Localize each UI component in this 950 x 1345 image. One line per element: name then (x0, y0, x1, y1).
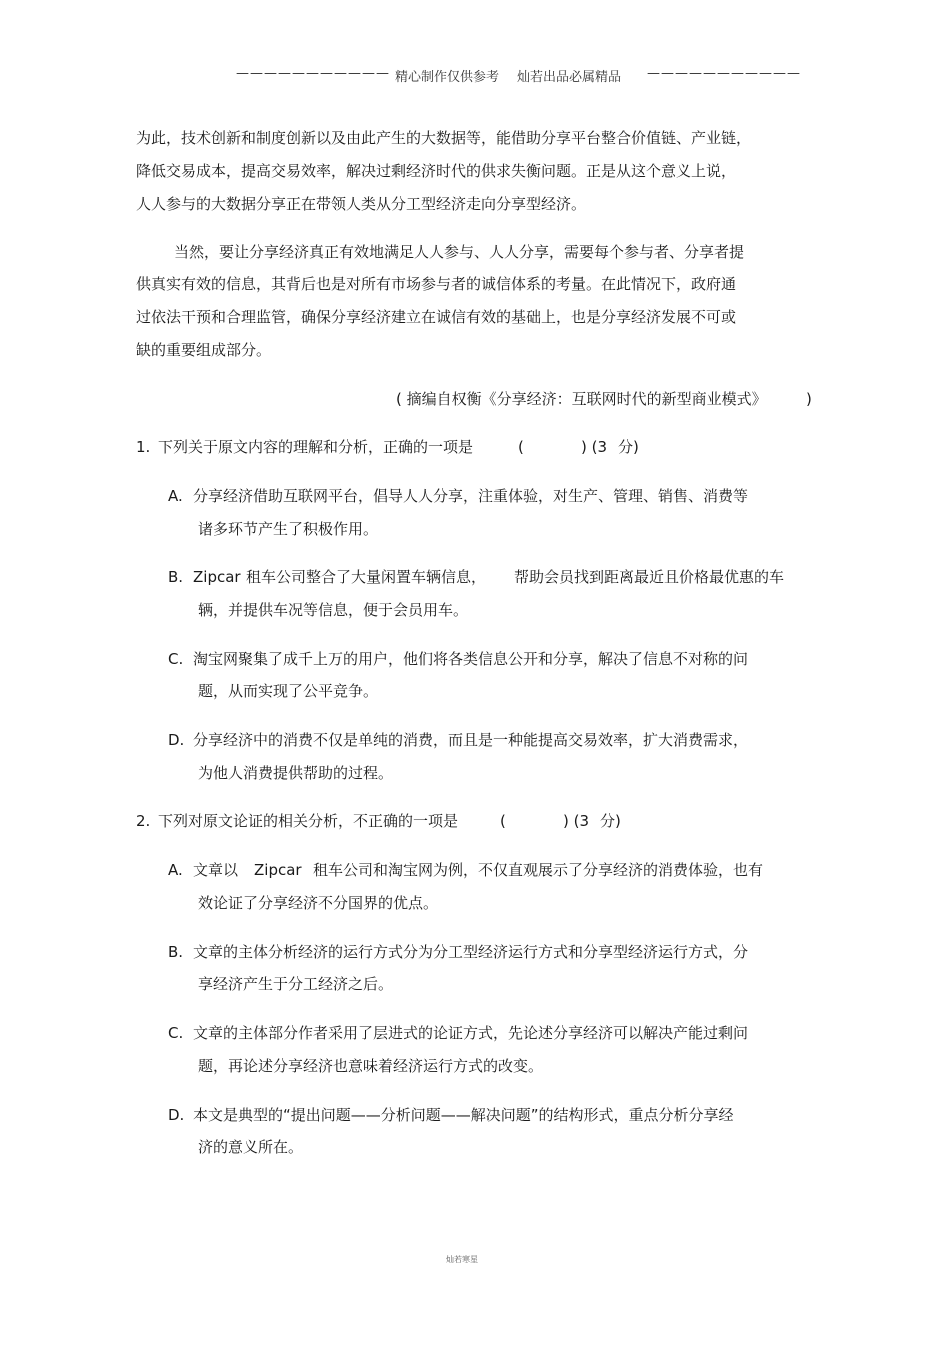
question-1-paren-open: ( (518, 438, 524, 456)
q2-option-a-label: A. (168, 861, 183, 879)
q1-option-c-line-2: 题，从而实现了公平竞争。 (198, 682, 379, 700)
question-1-stem: 下列关于原文内容的理解和分析，正确的一项是 (158, 438, 474, 456)
q1-option-c-label: C. (168, 650, 184, 668)
paragraph-1-line-3: 人人参与的大数据分享正在带领人类从分工型经济走向分享型经济。 (136, 195, 587, 213)
header-dashes-left: ——————————— (236, 66, 390, 81)
q1-option-b-label: B. (168, 568, 184, 586)
header-text-2: 灿若出品必属精品 (517, 70, 622, 85)
source-citation-close: ) (806, 390, 812, 408)
header-dashes-right: ——————————— (647, 66, 801, 81)
question-1-points: 分) (618, 438, 639, 456)
q1-option-b-line-1c: 帮助会员找到距离最近且价格最优惠的车 (514, 568, 785, 586)
header-text-1: 精心制作仅供参考 (395, 70, 500, 85)
q2-option-a-line-2: 效论证了分享经济不分国界的优点。 (198, 894, 439, 912)
q2-option-c-line-2: 题，再论述分享经济也意味着经济运行方式的改变。 (198, 1057, 544, 1075)
q2-option-a-line-1c: 租车公司和淘宝网为例，不仅直观展示了分享经济的消费体验，也有 (313, 861, 764, 879)
page-footer: 灿若寒星 (446, 1255, 478, 1264)
q2-option-c-label: C. (168, 1024, 184, 1042)
question-2-stem: 下列对原文论证的相关分析，不正确的一项是 (158, 812, 459, 830)
q1-option-a-label: A. (168, 487, 183, 505)
question-1-paren-close: ) (3 (581, 438, 608, 456)
paragraph-1-line-1: 为此，技术创新和制度创新以及由此产生的大数据等，能借助分享平台整合价值链、产业链， (136, 129, 752, 147)
paragraph-2-line-3: 过依法干预和合理监管，确保分享经济建立在诚信有效的基础上，也是分享经济发展不可或 (136, 308, 737, 326)
question-1-number: 1. (136, 438, 151, 456)
q1-option-b-line-2: 辆，并提供车况等信息，便于会员用车。 (198, 601, 469, 619)
q2-option-a-line-1b: Zipcar (254, 861, 302, 879)
q2-option-d-line-1: 本文是典型的“提出问题——分析问题——解决问题”的结构形式，重点分析分享经 (193, 1106, 734, 1124)
q1-option-d-line-2: 为他人消费提供帮助的过程。 (198, 764, 394, 782)
q1-option-a-line-1: 分享经济借助互联网平台，倡导人人分享，注重体验，对生产、管理、销售、消费等 (193, 487, 749, 505)
question-2-paren-close: ) (3 (563, 812, 590, 830)
page-header (0, 66, 950, 88)
question-2-points: 分) (600, 812, 621, 830)
q1-option-b-line-1a: Zipcar (193, 568, 241, 586)
q2-option-a-line-1a: 文章以 (193, 861, 239, 879)
paragraph-2-line-2: 供真实有效的信息，其背后也是对所有市场参与者的诚信体系的考量。在此情况下，政府通 (136, 275, 737, 293)
q2-option-b-label: B. (168, 943, 184, 961)
question-2-number: 2. (136, 812, 151, 830)
source-citation: ( 摘编自权衡《分享经济：互联网时代的新型商业模式》 (396, 390, 767, 408)
q1-option-b-line-1b: 租车公司整合了大量闲置车辆信息， (246, 568, 487, 586)
q1-option-d-label: D. (168, 731, 185, 749)
q1-option-d-line-1: 分享经济中的消费不仅是单纯的消费，而且是一种能提高交易效率，扩大消费需求， (193, 731, 749, 749)
paragraph-2-line-1: 当然，要让分享经济真正有效地满足人人参与、人人分享，需要每个参与者、分享者提 (174, 243, 745, 261)
q1-option-c-line-1: 淘宝网聚集了成千上万的用户，他们将各类信息公开和分享，解决了信息不对称的问 (193, 650, 749, 668)
q2-option-c-line-1: 文章的主体部分作者采用了层进式的论证方式，先论述分享经济可以解决产能过剩问 (193, 1024, 749, 1042)
paragraph-1-line-2: 降低交易成本，提高交易效率，解决过剩经济时代的供求失衡问题。正是从这个意义上说， (136, 162, 737, 180)
paragraph-2-line-4: 缺的重要组成部分。 (136, 341, 272, 359)
q1-option-a-line-2: 诸多环节产生了积极作用。 (198, 520, 379, 538)
q2-option-b-line-2: 享经济产生于分工经济之后。 (198, 975, 394, 993)
q2-option-d-line-2: 济的意义所在。 (198, 1138, 304, 1156)
q2-option-d-label: D. (168, 1106, 185, 1124)
question-2-paren-open: ( (500, 812, 506, 830)
q2-option-b-line-1: 文章的主体分析经济的运行方式分为分工型经济运行方式和分享型经济运行方式，分 (193, 943, 749, 961)
